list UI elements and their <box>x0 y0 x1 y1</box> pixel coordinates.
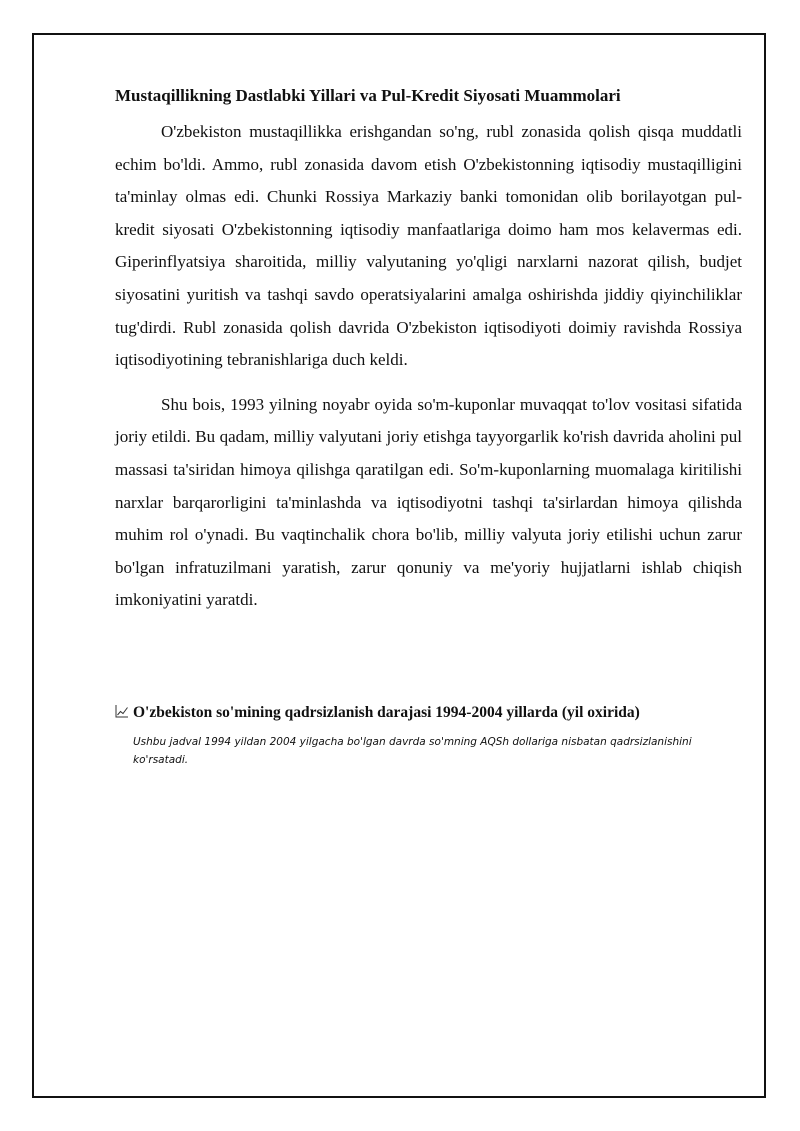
paragraph-1: O'zbekiston mustaqillikka erishgandan so'ng, rubl zonasida qolish qisqa muddatli echim bo'ldi. Ammo, rubl zonasida davom etish O'zbekistonning iqtisodiy mustaqilligini ta'minlay olmas edi. Chunki Rossiya Markaziy banki tomonidan olib borilayotgan pul-kredit siyosati O'zbekistonning iqtisodiy manfaatlariga doimo ham mos kelavermas edi. Giperinflyatsiya sharoitida, milliy valyutaning yo'qligi narxlarni nazorat qilish, budjet siyosatini yuritish va tashqi savdo operatsiyalarini amalga oshirishda jiddiy qiyinchiliklar tug'dirdi. Rubl zonasida qolish davrida O'zbekiston iqtisodiyoti doimiy ravishda Rossiya iqtisodiyotining tebranishlariga duch keldi. <box>115 122 742 370</box>
document-body <box>115 84 742 629</box>
section-heading: Mustaqillikning Dastlabki Yillari va Pul-Kredit Siyosati Muammolari <box>115 86 621 105</box>
table-description: Ushbu jadval 1994 yildan 2004 yilgacha bo'lgan davrda so'mning AQSh dollariga nisbatan qadrsizlanishini ko'rsatadi. <box>133 736 692 766</box>
chart-line-icon <box>115 703 129 717</box>
table-caption <box>115 702 755 724</box>
paragraph-2: Shu bois, 1993 yilning noyabr oyida so'm-kuponlar muvaqqat to'lov vositasi sifatida joriy etildi. Bu qadam, milliy valyutani joriy etishga tayyorgarlik ko'rish davrida aholini pul massasi ta'siridan himoya qilishga qaratilgan edi. So'm-kuponlarning muomalaga kiritilishi narxlar barqarorligini ta'minlashda va iqtisodiyotni tashqi ta'sirlardan himoya qilishda muhim rol o'ynadi. Bu vaqtinchalik chora bo'lib, milliy valyuta joriy etilishi uchun zarur bo'lgan infratuzilmani yaratish, zarur qonuniy va me'yoriy hujjatlarni ishlab chiqish imkoniyatini yaratdi. <box>115 394 742 610</box>
table-caption-text: O'zbekiston so'mining qadrsizlanish darajasi 1994-2004 yillarda (yil oxirida) <box>133 704 640 721</box>
